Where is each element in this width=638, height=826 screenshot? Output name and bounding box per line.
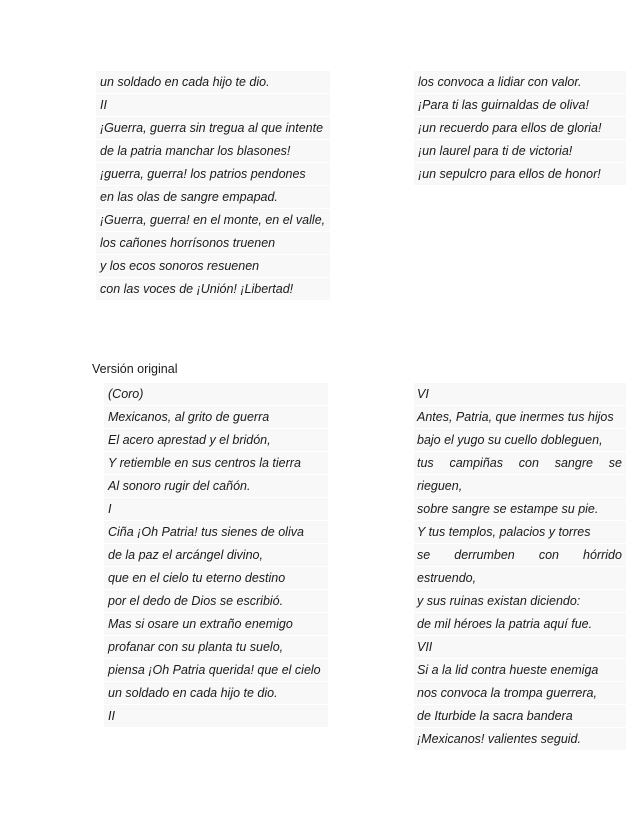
verse-line: rieguen, [414,475,626,498]
verse-line: ¡guerra, guerra! los patrios pendones [96,163,330,186]
verse-word: hórrido [583,548,622,562]
verse-line: I [104,498,328,521]
verse-word: con [518,456,539,470]
verse-line: profanar con su planta tu suelo, [104,636,328,659]
verse-line: Mas si osare un extraño enemigo [104,613,328,636]
section-heading: Versión original [92,362,178,376]
verse-word: se [608,456,622,470]
verse-line: ¡un sepulcro para ellos de honor! [414,163,626,186]
top-left-verse-column [96,71,330,301]
verse-word: con [538,548,559,562]
verse-word: campiñas [449,456,503,470]
verse-line: Y retiemble en sus centros la tierra [104,452,328,475]
top-right-verse-column [414,71,626,186]
verse-line: Al sonoro rugir del cañón. [104,475,328,498]
verse-line: Mexicanos, al grito de guerra [104,406,328,429]
verse-line: por el dedo de Dios se escribió. [104,590,328,613]
verse-line: de la paz el arcángel divino, [104,544,328,567]
verse-line: estruendo, [414,567,626,590]
verse-word: sangre [554,456,593,470]
verse-line: (Coro) [104,383,328,406]
verse-line: de la patria manchar los blasones! [96,140,330,163]
verse-line: ¡Guerra, guerra! en el monte, en el valle, [96,209,330,232]
verse-line: Si a la lid contra hueste enemiga [414,659,626,682]
verse-line: VI [414,383,626,406]
verse-line: en las olas de sangre empapad. [96,186,330,209]
verse-line: ¡Mexicanos! valientes seguid. [414,728,626,751]
verse-line: y sus ruinas existan diciendo: [414,590,626,613]
verse-line: ¡Guerra, guerra sin tregua al que intente [96,117,330,140]
verse-line: ¡un recuerdo para ellos de gloria! [414,117,626,140]
verse-line: ¡un laurel para ti de victoria! [414,140,626,163]
verse-line: bajo el yugo su cuello dobleguen, [414,429,626,452]
verse-line: ¡Para ti las guirnaldas de oliva! [414,94,626,117]
verse-line: nos convoca la trompa guerrera, [414,682,626,705]
verse-line: con las voces de ¡Unión! ¡Libertad! [96,278,330,301]
verse-line: piensa ¡Oh Patria querida! que el cielo [104,659,328,682]
original-right-verse-column [414,383,626,751]
verse-line-justified [414,452,626,475]
verse-line: VII [414,636,626,659]
verse-line: II [96,94,330,117]
verse-line: sobre sangre se estampe su pie. [414,498,626,521]
verse-line: un soldado en cada hijo te dio. [96,71,330,94]
original-left-verse-column [104,383,328,728]
verse-line: Y tus templos, palacios y torres [414,521,626,544]
verse-line: un soldado en cada hijo te dio. [104,682,328,705]
verse-line: Antes, Patria, que inermes tus hijos [414,406,626,429]
verse-word: se [417,548,431,562]
verse-line: de mil héroes la patria aquí fue. [414,613,626,636]
verse-word: tus [417,456,434,470]
verse-line: los convoca a lidiar con valor. [414,71,626,94]
verse-line: de Iturbide la sacra bandera [414,705,626,728]
verse-line: y los ecos sonoros resuenen [96,255,330,278]
verse-line-justified [414,544,626,567]
verse-word: derrumben [454,548,515,562]
verse-line: los cañones horrísonos truenen [96,232,330,255]
verse-line: El acero aprestad y el bridón, [104,429,328,452]
verse-line: II [104,705,328,728]
verse-line: que en el cielo tu eterno destino [104,567,328,590]
verse-line: Ciña ¡Oh Patria! tus sienes de oliva [104,521,328,544]
